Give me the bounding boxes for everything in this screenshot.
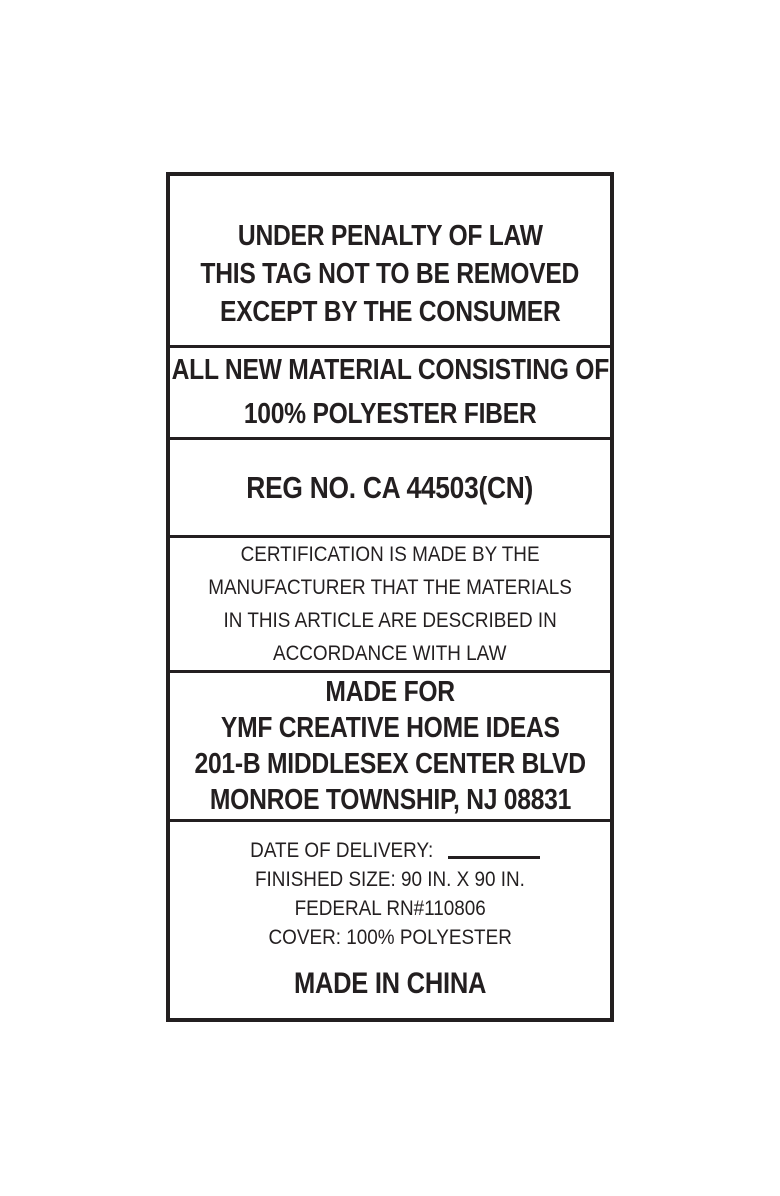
certification-line-1-text: CERTIFICATION IS MADE BY THE	[240, 542, 540, 566]
details-section	[170, 822, 610, 1015]
penalty-line-1	[170, 217, 610, 255]
reg-no-text: REG NO. CA 44503(CN)	[246, 469, 534, 505]
made-in-china-text: MADE IN CHINA	[293, 967, 487, 1000]
penalty-line-3	[170, 293, 610, 331]
made-for-line-4	[170, 782, 610, 818]
material-line-1-text: ALL NEW MATERIAL CONSISTING OF	[171, 354, 609, 386]
certification-line-3-text: IN THIS ARTICLE ARE DESCRIBED IN	[223, 608, 557, 632]
made-for-line-2-text: YMF CREATIVE HOME IDEAS	[220, 711, 560, 744]
penalty-line-1-text: UNDER PENALTY OF LAW	[237, 219, 543, 252]
penalty-line-2	[170, 255, 610, 293]
certification-line-4-text: ACCORDANCE WITH LAW	[273, 641, 507, 665]
made-for-section	[170, 673, 610, 822]
date-of-delivery-blank-line	[448, 856, 540, 859]
certification-line-4	[170, 637, 610, 670]
cover-text: COVER: 100% POLYESTER	[268, 925, 512, 949]
penalty-line-3-text: EXCEPT BY THE CONSUMER	[219, 295, 561, 328]
date-of-delivery-label: DATE OF DELIVERY:	[249, 838, 434, 862]
reg-no-line	[170, 470, 610, 506]
finished-size-line	[170, 865, 610, 894]
made-for-line-2	[170, 710, 610, 746]
registration-section	[170, 440, 610, 538]
date-of-delivery-line	[170, 836, 610, 865]
made-in-china-line	[170, 964, 610, 1004]
certification-line-1	[170, 538, 610, 571]
made-for-line-1	[170, 674, 610, 710]
federal-rn-line	[170, 894, 610, 923]
material-section	[170, 348, 610, 440]
certification-line-3	[170, 604, 610, 637]
material-line-2-text: 100% POLYESTER FIBER	[243, 398, 537, 430]
made-for-line-3	[170, 746, 610, 782]
federal-rn-text: FEDERAL RN#110806	[294, 896, 486, 920]
law-tag-label	[166, 172, 614, 1022]
made-for-line-4-text: MONROE TOWNSHIP, NJ 08831	[209, 783, 571, 816]
made-for-line-1-text: MADE FOR	[325, 675, 455, 708]
certification-line-2-text: MANUFACTURER THAT THE MATERIALS	[208, 575, 572, 599]
cover-line	[170, 923, 610, 952]
made-for-line-3-text: 201-B MIDDLESEX CENTER BLVD	[194, 747, 586, 780]
penalty-section	[170, 176, 610, 348]
certification-line-2	[170, 571, 610, 604]
finished-size-text: FINISHED SIZE: 90 IN. X 90 IN.	[255, 867, 525, 891]
material-line-1	[170, 349, 610, 393]
certification-section	[170, 538, 610, 673]
penalty-line-2-text: THIS TAG NOT TO BE REMOVED	[200, 257, 580, 290]
material-line-2	[170, 393, 610, 437]
